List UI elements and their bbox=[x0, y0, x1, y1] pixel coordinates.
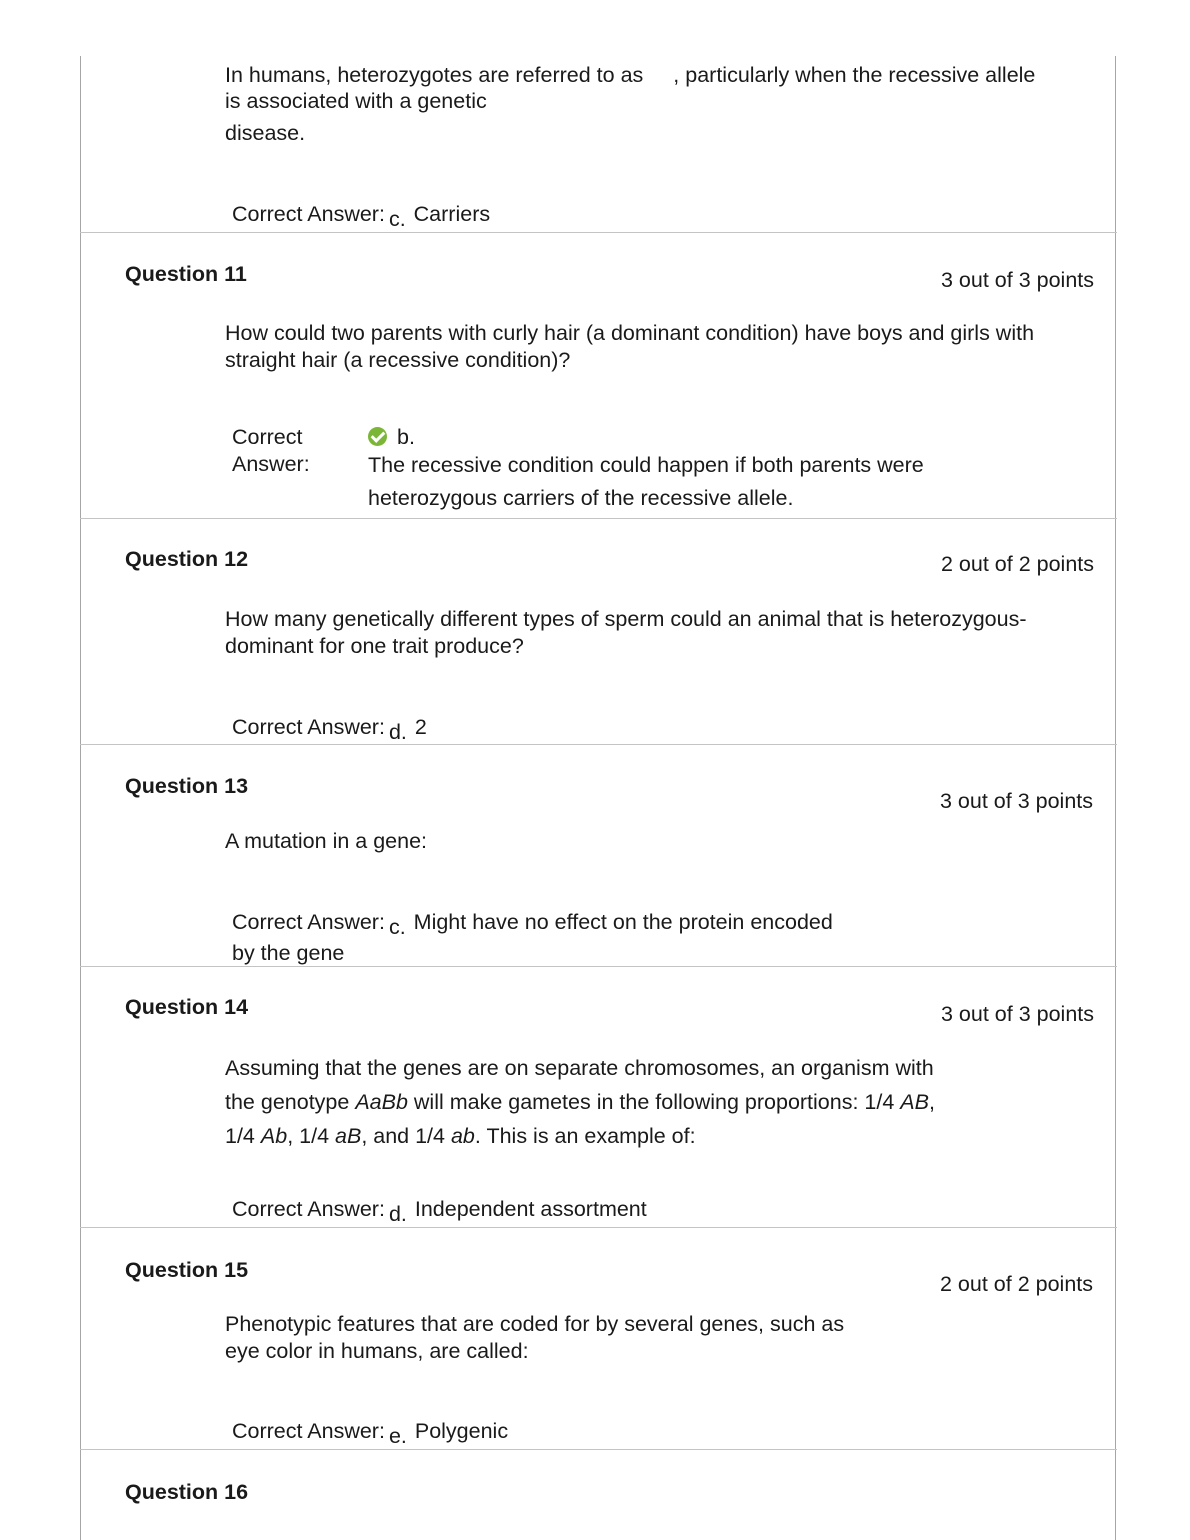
question-points: 3 out of 3 points bbox=[941, 1002, 1094, 1026]
question-points: 2 out of 2 points bbox=[941, 552, 1094, 576]
question-text-line: dominant for one trait produce? bbox=[225, 634, 524, 658]
correct-answer: Correct Answer: e. Polygenic bbox=[232, 1419, 509, 1448]
answer-text-line: by the gene bbox=[232, 941, 345, 965]
question-title: Question 12 bbox=[125, 547, 249, 571]
correct-answer: Correct Answer: c. Might have no effect on the protein encoded bbox=[232, 910, 833, 939]
correct-label: Answer: bbox=[232, 452, 310, 476]
question-text-line: A mutation in a gene: bbox=[225, 829, 428, 853]
answer-text-line: heterozygous carriers of the recessive allele. bbox=[368, 486, 794, 510]
check-icon bbox=[368, 427, 387, 446]
question-points: 3 out of 3 points bbox=[940, 789, 1093, 813]
question-title: Question 13 bbox=[125, 774, 249, 798]
divider bbox=[80, 744, 1117, 745]
divider bbox=[80, 518, 1117, 519]
question-points: 2 out of 2 points bbox=[940, 1272, 1093, 1296]
question-text-line: is associated with a genetic bbox=[225, 89, 487, 113]
correct-label: Correct bbox=[232, 425, 303, 449]
correct-answer: Correct Answer: d. Independent assortment bbox=[232, 1197, 647, 1226]
question-text-line: the genotype AaBb will make gametes in the following proportions: 1/4 AB, bbox=[225, 1090, 935, 1114]
answer-option: b. bbox=[368, 424, 415, 450]
divider bbox=[80, 966, 1117, 967]
correct-answer: Correct Answer: d. 2 bbox=[232, 715, 427, 744]
question-text-line: In humans, heterozygotes are referred to as , particularly when the recessive allele bbox=[225, 63, 1036, 87]
question-text-line: Assuming that the genes are on separate chromosomes, an organism with bbox=[225, 1056, 934, 1080]
question-text-line: How could two parents with curly hair (a dominant condition) have boys and girls with bbox=[225, 321, 1035, 345]
question-text-line: Phenotypic features that are coded for by several genes, such as bbox=[225, 1312, 845, 1336]
question-title: Question 11 bbox=[125, 262, 247, 286]
question-text-line: straight hair (a recessive condition)? bbox=[225, 348, 571, 372]
question-title: Question 16 bbox=[125, 1480, 249, 1504]
question-title: Question 15 bbox=[125, 1258, 249, 1282]
divider bbox=[80, 1227, 1117, 1228]
question-points: 3 out of 3 points bbox=[941, 268, 1094, 292]
question-text-line: 1/4 Ab, 1/4 aB, and 1/4 ab. This is an example of: bbox=[225, 1124, 696, 1148]
question-title: Question 14 bbox=[125, 995, 249, 1019]
answer-text-line: The recessive condition could happen if both parents were bbox=[368, 453, 924, 477]
divider bbox=[80, 232, 1117, 233]
correct-answer: Correct Answer: c. Carriers bbox=[232, 202, 491, 231]
question-text-line: How many genetically different types of sperm could an animal that is heterozygous- bbox=[225, 607, 1027, 631]
question-text-line: disease. bbox=[225, 121, 306, 145]
divider bbox=[80, 1449, 1117, 1450]
question-text-line: eye color in humans, are called: bbox=[225, 1339, 529, 1363]
